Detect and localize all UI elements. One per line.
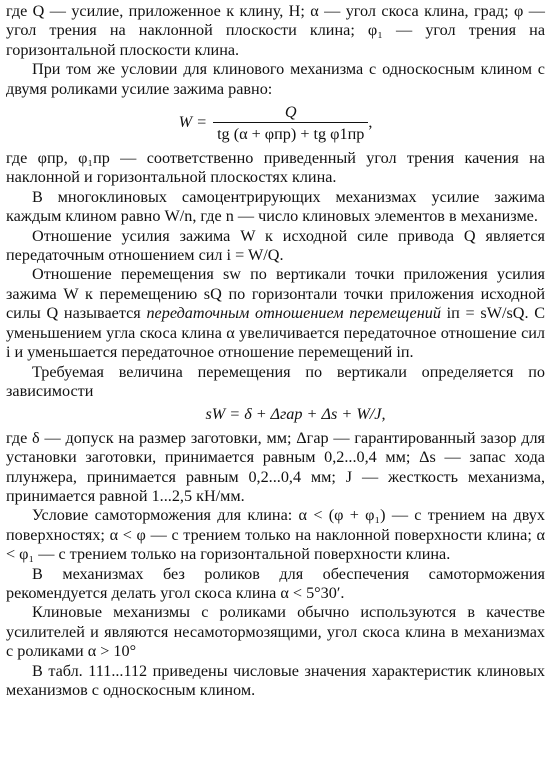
formula-1-lhs: W =	[178, 113, 208, 132]
paragraph-1: где Q — усилие, приложенное к клину, Н; α — угол скоса клина, град; φ — угол трения на наклонной плоскости клина; φ₁ — угол трения на горизонтальной плоскости клина.	[6, 2, 545, 59]
formula-1-fraction	[213, 103, 368, 143]
paragraph-4: В многоклиновых самоцентрирующих механизмах усилие зажима каждым клином равно W/n, где n — число клиновых элементов в механизме.	[6, 187, 545, 226]
paragraph-6-part-c: iп = sW/sQ. С уменьшением угла скоса клина α увеличивается передаточное отношение сил i и уменьшается передаточное отношение перемещений iп.	[6, 304, 546, 362]
paragraph-3: где φпр, φ₁пр — соответственно приведенный угол трения качения на наклонной и горизонтальной плоскостях клина.	[6, 149, 545, 187]
paragraph-2: При том же условии для клинового механизма с односкосным клином с двумя роликами усилие зажима равно:	[6, 60, 545, 98]
formula-1-numerator: Q	[284, 103, 297, 122]
paragraph-6	[6, 265, 545, 362]
paragraph-12: В табл. 111...112 приведены числовые значения характеристик клиновых механизмов с односкосным клином.	[6, 661, 545, 699]
formula-1-tail: ,	[368, 113, 373, 132]
paragraph-6-term: передаточным отношением перемещений	[146, 304, 441, 323]
paragraph-9: Условие самоторможения для клина: α < (φ + φ₁) — с трением на двух поверхностях; α < φ — с трением только на наклонной поверхности клина; α < φ₁ — с трением только на горизонтальной поверхности клина.	[6, 506, 545, 564]
paragraph-6-part-a: Отношение перемещения sw по вертикали точки приложения усилия зажима W к перемещению sQ по горизонтали точки приложения исходной силы Q называется	[6, 265, 545, 323]
formula-clamping-force	[6, 103, 545, 143]
paragraph-7: Требуемая величина перемещения по вертикали определяется по зависимости	[6, 362, 545, 400]
formula-1-denominator: tg (α + φпр) + tg φ1пр	[213, 122, 368, 143]
paragraph-10: В механизмах без роликов для обеспечения самоторможения рекомендуется делать угол скоса клина α < 5°30′.	[6, 564, 545, 602]
paragraph-11: Клиновые механизмы с роликами обычно используются в качестве усилителей и являются несамотормозящими, угол скоса клина в механизмах с роликами α > 10°	[6, 603, 545, 661]
formula-displacement: sW = δ + Δгар + Δs + W/J,	[205, 405, 386, 424]
paragraph-8: где δ — допуск на размер заготовки, мм; Δгар — гарантированный зазор для установки заготовки, принимается равным 0,2...0,4 мм; Δs — запас хода плунжера, принимается равным 0,2...0,4 мм; J — жесткость механизма, принимается равной 1...2,5 кН/мм.	[6, 428, 545, 505]
paragraph-5: Отношение усилия зажима W к исходной силе привода Q является передаточным отношением сил i = W/Q.	[6, 226, 545, 265]
